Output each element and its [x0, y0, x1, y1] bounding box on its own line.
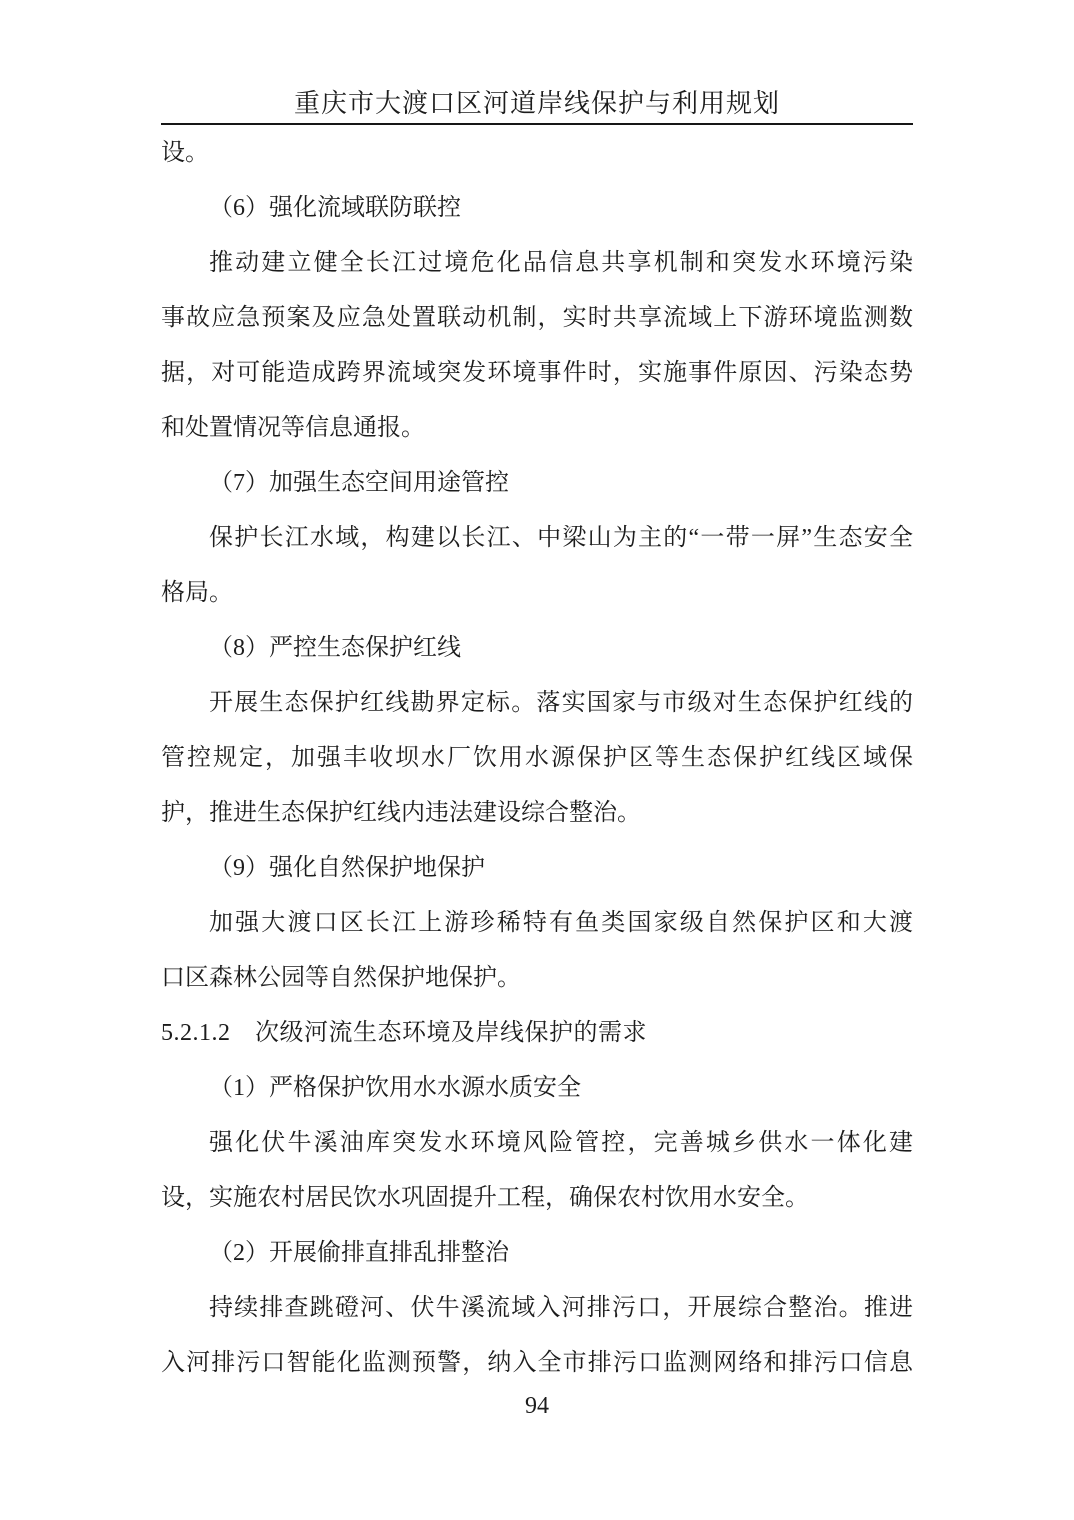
paragraph-line: 设，实施农村居民饮水巩固提升工程，确保农村饮用水安全。 [161, 1185, 809, 1211]
paragraph-line: 开展生态保护红线勘界定标。落实国家与市级对生态保护红线的 [209, 690, 913, 716]
paragraph-line: 护，推进生态保护红线内违法建设综合整治。 [161, 800, 641, 826]
content-column [161, 0, 913, 1420]
paragraph-line: 管控规定，加强丰收坝水厂饮用水源保护区等生态保护红线区域保 [161, 745, 913, 771]
paragraph-line: 推动建立健全长江过境危化品信息共享机制和突发水环境污染 [209, 250, 913, 276]
paragraph-line: 设。 [161, 140, 209, 166]
item-heading-line: （9）强化自然保护地保护 [209, 855, 485, 881]
paragraph-line: 持续排查跳磴河、伏牛溪流域入河排污口，开展综合整治。推进 [209, 1295, 913, 1321]
paragraph-line: 格局。 [161, 580, 233, 606]
page-number: 94 [525, 1393, 549, 1419]
paragraph-line: 据，对可能造成跨界流域突发环境事件时，实施事件原因、污染态势 [161, 360, 913, 386]
item-heading-line: （6）强化流域联防联控 [209, 195, 461, 221]
paragraph-line: 口区森林公园等自然保护地保护。 [161, 965, 521, 991]
item-heading-line: （8）严控生态保护红线 [209, 635, 461, 661]
paragraph-line: 保护长江水域，构建以长江、中梁山为主的“一带一屏”生态安全 [209, 525, 913, 551]
item-heading-line: （1）严格保护饮用水水源水质安全 [209, 1075, 581, 1101]
section-heading: 5.2.1.2 次级河流生态环境及岸线保护的需求 [161, 1020, 647, 1046]
body-text [161, 125, 913, 1391]
item-heading-line: （2）开展偷排直排乱排整治 [209, 1240, 509, 1266]
paragraph-line: 和处置情况等信息通报。 [161, 415, 425, 441]
item-heading-line: （7）加强生态空间用途管控 [209, 470, 509, 496]
paragraph-line: 强化伏牛溪油库突发水环境风险管控，完善城乡供水一体化建 [209, 1130, 913, 1156]
paragraph-line: 入河排污口智能化监测预警，纳入全市排污口监测网络和排污口信息 [161, 1350, 913, 1376]
paragraph-line: 事故应急预案及应急处置联动机制，实时共享流域上下游环境监测数 [161, 305, 913, 331]
paragraph-line: 加强大渡口区长江上游珍稀特有鱼类国家级自然保护区和大渡 [209, 910, 913, 936]
document-header-title: 重庆市大渡口区河道岸线保护与利用规划 [293, 89, 780, 118]
